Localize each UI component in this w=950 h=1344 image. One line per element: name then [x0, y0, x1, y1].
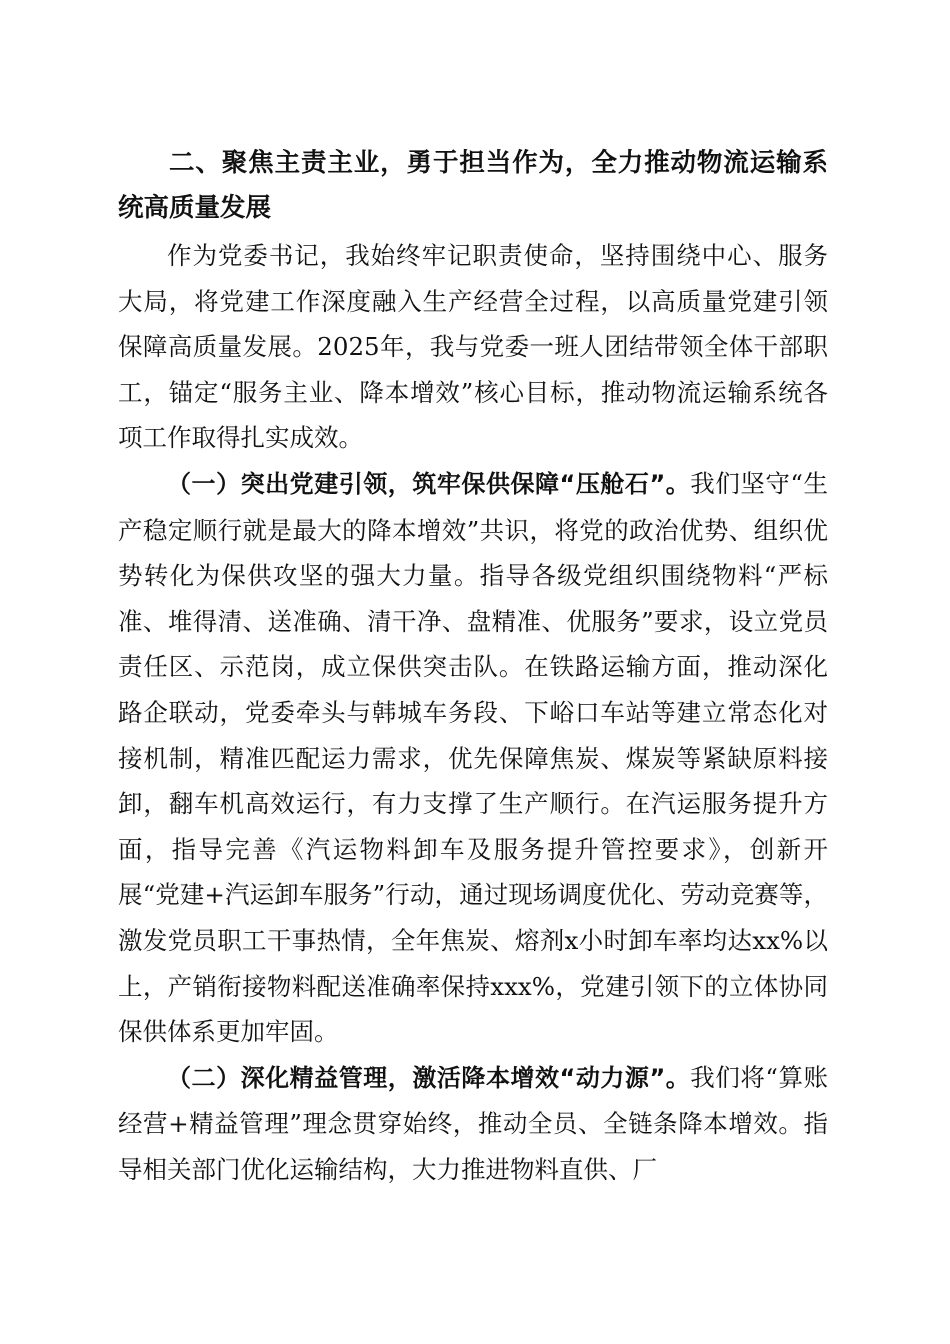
section-2-paragraph: [118, 1055, 828, 1193]
section-heading: 二、聚焦主责主业，勇于担当作为，全力推动物流运输系统高质量发展: [118, 148, 828, 223]
section-2-body: 我们将“算账经营+精益管理”理念贯穿始终，推动全员、全链条降本增效。指导相关部门优化运输结构，大力推进物料直供、厂: [118, 1062, 828, 1184]
section-2-title: （二）深化精益管理，激活降本增效“动力源”。: [167, 1063, 691, 1092]
intro-paragraph: 作为党委书记，我始终牢记职责使命，坚持围绕中心、服务大局，将党建工作深度融入生产经营全过程，以高质量党建引领保障高质量发展。2025年，我与党委一班人团结带领全体干部职工，锚定“服务主业、降本增效”核心目标，推动物流运输系统各项工作取得扎实成效。: [118, 241, 828, 453]
section-1-title: （一）突出党建引领，筑牢保供保障“压舱石”。: [167, 469, 691, 498]
document-body: [118, 141, 828, 1192]
section-1-paragraph: [118, 461, 828, 1055]
section-1-body: 我们坚守“生产稳定顺行就是最大的降本增效”共识，将党的政治优势、组织优势转化为保供攻坚的强大力量。指导各级党组织围绕物料“严标准、堆得清、送准确、清干净、盘精准、优服务”要求，设立党员责任区、示范岗，成立保供突击队。在铁路运输方面，推动深化路企联动，党委牵头与韩城车务段、下峪口车站等建立常态化对接机制，精准匹配运力需求，优先保障焦炭、煤炭等紧缺原料接卸，翻车机高效运行，有力支撑了生产顺行。在汽运服务提升方面，指导完善《汽运物料卸车及服务提升管控要求》，创新开展“党建+汽运卸车服务”行动，通过现场调度优化、劳动竞赛等，激发党员职工干事热情，全年焦炭、熔剂x小时卸车率均达xx%以上，产销衔接物料配送准确率保持xxx%，党建引领下的立体协同保供体系更加牢固。: [118, 468, 828, 1047]
